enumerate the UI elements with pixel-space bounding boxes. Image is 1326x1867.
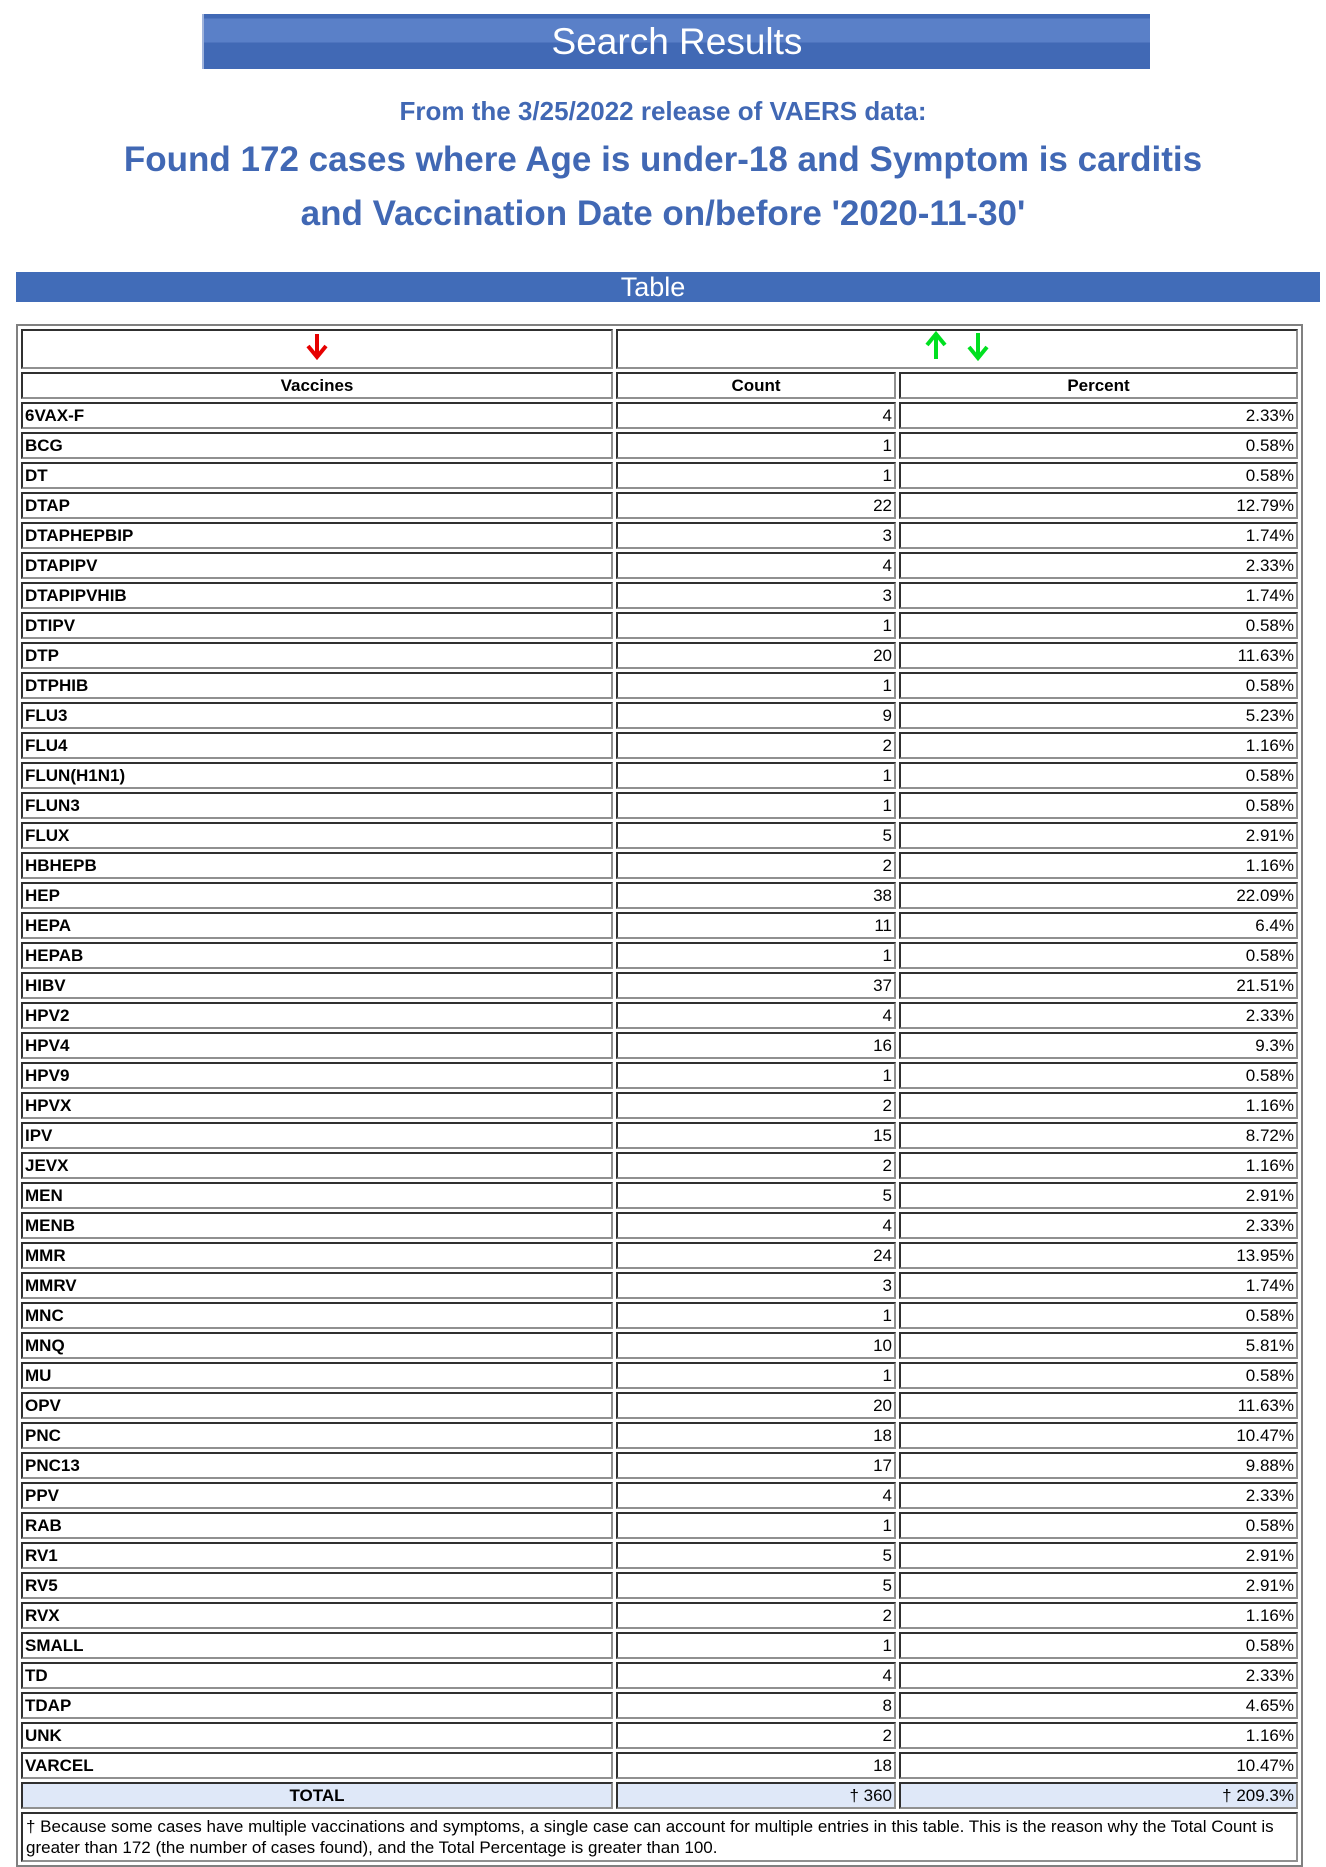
vaccine-name: FLUX xyxy=(21,822,613,849)
case-count: 1 xyxy=(616,942,896,969)
case-percent: 1.16% xyxy=(899,1602,1298,1629)
table-row xyxy=(21,1242,1298,1269)
vaccine-name: RVX xyxy=(21,1602,613,1629)
total-count: † 360 xyxy=(616,1782,896,1809)
vaccine-name: TDAP xyxy=(21,1692,613,1719)
case-percent: 2.33% xyxy=(899,1212,1298,1239)
case-count: 20 xyxy=(616,642,896,669)
vaccine-name: HEPAB xyxy=(21,942,613,969)
case-percent: 2.91% xyxy=(899,1182,1298,1209)
vaccine-name: MENB xyxy=(21,1212,613,1239)
case-percent: 1.16% xyxy=(899,732,1298,759)
vaccine-name: MMR xyxy=(21,1242,613,1269)
column-header-percent: Percent xyxy=(899,372,1298,399)
case-percent: 10.47% xyxy=(899,1752,1298,1779)
case-percent: 4.65% xyxy=(899,1692,1298,1719)
case-count: 5 xyxy=(616,1542,896,1569)
sort-vaccines-cell xyxy=(21,329,613,369)
table-row xyxy=(21,1332,1298,1359)
table-row xyxy=(21,1422,1298,1449)
case-percent: 0.58% xyxy=(899,1302,1298,1329)
table-row xyxy=(21,1152,1298,1179)
case-percent: 0.58% xyxy=(899,1632,1298,1659)
table-row xyxy=(21,1302,1298,1329)
vaccine-name: MMRV xyxy=(21,1272,613,1299)
case-count: 2 xyxy=(616,852,896,879)
vaccine-name: IPV xyxy=(21,1122,613,1149)
table-row xyxy=(21,552,1298,579)
vaccine-name: RAB xyxy=(21,1512,613,1539)
case-count: 11 xyxy=(616,912,896,939)
case-count: 4 xyxy=(616,552,896,579)
vaccine-name: MEN xyxy=(21,1182,613,1209)
sort-count-descending-arrow-down-icon[interactable] xyxy=(967,331,989,367)
table-row xyxy=(21,792,1298,819)
case-percent: 10.47% xyxy=(899,1422,1298,1449)
vaccine-name: DTP xyxy=(21,642,613,669)
table-row xyxy=(21,1692,1298,1719)
case-count: 22 xyxy=(616,492,896,519)
table-row xyxy=(21,702,1298,729)
vaccine-name: FLU4 xyxy=(21,732,613,759)
total-label: TOTAL xyxy=(21,1782,613,1809)
vaccine-name: HEP xyxy=(21,882,613,909)
case-percent: 9.88% xyxy=(899,1452,1298,1479)
case-count: 1 xyxy=(616,672,896,699)
vaccine-name: DT xyxy=(21,462,613,489)
results-table xyxy=(16,324,1303,1867)
case-count: 4 xyxy=(616,1002,896,1029)
table-row xyxy=(21,1662,1298,1689)
table-row xyxy=(21,1212,1298,1239)
footnote-row xyxy=(21,1812,1298,1862)
table-row xyxy=(21,1632,1298,1659)
case-percent: 11.63% xyxy=(899,642,1298,669)
case-percent: 21.51% xyxy=(899,972,1298,999)
table-row xyxy=(21,1542,1298,1569)
case-percent: 0.58% xyxy=(899,1512,1298,1539)
vaccine-name: OPV xyxy=(21,1392,613,1419)
case-count: 4 xyxy=(616,402,896,429)
case-count: 24 xyxy=(616,1242,896,1269)
vaccine-name: FLU3 xyxy=(21,702,613,729)
vaccine-name: HIBV xyxy=(21,972,613,999)
vaccine-name: DTPHIB xyxy=(21,672,613,699)
case-percent: 12.79% xyxy=(899,492,1298,519)
table-row xyxy=(21,972,1298,999)
table-row xyxy=(21,1182,1298,1209)
case-count: 1 xyxy=(616,1302,896,1329)
table-row xyxy=(21,762,1298,789)
case-percent: 1.16% xyxy=(899,852,1298,879)
case-count: 3 xyxy=(616,582,896,609)
case-percent: 13.95% xyxy=(899,1242,1298,1269)
case-percent: 6.4% xyxy=(899,912,1298,939)
vaccine-name: HPV4 xyxy=(21,1032,613,1059)
case-count: 3 xyxy=(616,522,896,549)
case-count: 1 xyxy=(616,432,896,459)
vaccine-name: JEVX xyxy=(21,1152,613,1179)
case-count: 1 xyxy=(616,1062,896,1089)
case-count: 2 xyxy=(616,1152,896,1179)
table-row xyxy=(21,1512,1298,1539)
case-count: 5 xyxy=(616,822,896,849)
case-count: 1 xyxy=(616,1512,896,1539)
vaccine-name: MNC xyxy=(21,1302,613,1329)
table-row xyxy=(21,822,1298,849)
case-count: 17 xyxy=(616,1452,896,1479)
table-row xyxy=(21,432,1298,459)
case-percent: 8.72% xyxy=(899,1122,1298,1149)
case-percent: 0.58% xyxy=(899,1362,1298,1389)
table-row xyxy=(21,1602,1298,1629)
vaccine-name: TD xyxy=(21,1662,613,1689)
case-percent: 5.81% xyxy=(899,1332,1298,1359)
case-percent: 11.63% xyxy=(899,1392,1298,1419)
case-count: 4 xyxy=(616,1662,896,1689)
table-row xyxy=(21,612,1298,639)
footnote-text: † Because some cases have multiple vaccinations and symptoms, a single case can account for multiple entries in this table. This is the reason why the Total Count is greater than 172 (the number of cases found), and the Total Percentage is greater than 100. xyxy=(21,1812,1298,1862)
case-percent: 2.33% xyxy=(899,402,1298,429)
table-row xyxy=(21,1482,1298,1509)
table-row xyxy=(21,1572,1298,1599)
case-percent: 1.74% xyxy=(899,582,1298,609)
vaccine-name: PPV xyxy=(21,1482,613,1509)
release-subtitle: From the 3/25/2022 release of VAERS data: xyxy=(399,96,927,126)
vaccine-name: FLUN(H1N1) xyxy=(21,762,613,789)
case-count: 2 xyxy=(616,1602,896,1629)
case-count: 1 xyxy=(616,1362,896,1389)
table-row xyxy=(21,1032,1298,1059)
vaccine-name: HEPA xyxy=(21,912,613,939)
case-count: 37 xyxy=(616,972,896,999)
case-percent: 1.16% xyxy=(899,1092,1298,1119)
table-row xyxy=(21,1002,1298,1029)
results-heading-line2: and Vaccination Date on/before '2020-11-30' xyxy=(300,194,1026,233)
case-percent: 2.91% xyxy=(899,1542,1298,1569)
table-row xyxy=(21,732,1298,759)
case-count: 1 xyxy=(616,612,896,639)
table-section-label: Table xyxy=(620,271,686,302)
case-percent: 0.58% xyxy=(899,1062,1298,1089)
case-count: 9 xyxy=(616,702,896,729)
case-count: 4 xyxy=(616,1482,896,1509)
vaccine-name: HPV2 xyxy=(21,1002,613,1029)
vaccine-name: PNC xyxy=(21,1422,613,1449)
vaccine-name: BCG xyxy=(21,432,613,459)
vaccine-name: RV1 xyxy=(21,1542,613,1569)
case-count: 4 xyxy=(616,1212,896,1239)
table-row xyxy=(21,1752,1298,1779)
case-percent: 22.09% xyxy=(899,882,1298,909)
case-count: 8 xyxy=(616,1692,896,1719)
vaccine-name: VARCEL xyxy=(21,1752,613,1779)
table-row xyxy=(21,912,1298,939)
vaccine-name: DTAP xyxy=(21,492,613,519)
table-row xyxy=(21,1272,1298,1299)
table-row xyxy=(21,942,1298,969)
case-percent: 2.33% xyxy=(899,1662,1298,1689)
case-percent: 0.58% xyxy=(899,792,1298,819)
sort-count-ascending-arrow-up-icon[interactable] xyxy=(925,331,947,367)
table-section-bar xyxy=(16,272,1320,302)
case-count: 16 xyxy=(616,1032,896,1059)
case-count: 2 xyxy=(616,1092,896,1119)
table-row xyxy=(21,882,1298,909)
table-row xyxy=(21,852,1298,879)
case-count: 18 xyxy=(616,1422,896,1449)
vaccine-name: MNQ xyxy=(21,1332,613,1359)
search-results-header xyxy=(202,14,1150,69)
table-row xyxy=(21,1452,1298,1479)
case-percent: 0.58% xyxy=(899,612,1298,639)
case-percent: 2.33% xyxy=(899,1482,1298,1509)
case-percent: 0.58% xyxy=(899,432,1298,459)
results-table-body xyxy=(21,402,1298,1779)
table-row xyxy=(21,1392,1298,1419)
vaccine-name: UNK xyxy=(21,1722,613,1749)
case-count: 1 xyxy=(616,462,896,489)
case-count: 18 xyxy=(616,1752,896,1779)
case-count: 15 xyxy=(616,1122,896,1149)
table-row xyxy=(21,582,1298,609)
table-row xyxy=(21,1092,1298,1119)
sort-by-vaccine-arrow-down-icon[interactable] xyxy=(306,332,328,366)
case-count: 1 xyxy=(616,1632,896,1659)
table-row xyxy=(21,672,1298,699)
sort-row xyxy=(21,329,1298,369)
vaccine-name: HPVX xyxy=(21,1092,613,1119)
case-percent: 0.58% xyxy=(899,462,1298,489)
case-count: 5 xyxy=(616,1182,896,1209)
vaccine-name: RV5 xyxy=(21,1572,613,1599)
vaccine-name: DTIPV xyxy=(21,612,613,639)
case-count: 38 xyxy=(616,882,896,909)
case-percent: 2.91% xyxy=(899,1572,1298,1599)
table-row xyxy=(21,492,1298,519)
table-row xyxy=(21,1062,1298,1089)
case-percent: 9.3% xyxy=(899,1032,1298,1059)
vaccine-name: HBHEPB xyxy=(21,852,613,879)
column-header-count: Count xyxy=(616,372,896,399)
vaccine-name: SMALL xyxy=(21,1632,613,1659)
vaccine-name: DTAPIPVHIB xyxy=(21,582,613,609)
vaccine-name: HPV9 xyxy=(21,1062,613,1089)
vaccine-name: DTAPHEPBIP xyxy=(21,522,613,549)
table-row xyxy=(21,1362,1298,1389)
table-row xyxy=(21,522,1298,549)
column-header-vaccines: Vaccines xyxy=(21,372,613,399)
vaccine-name: DTAPIPV xyxy=(21,552,613,579)
table-row xyxy=(21,1122,1298,1149)
vaccine-name: FLUN3 xyxy=(21,792,613,819)
table-row xyxy=(21,402,1298,429)
total-row xyxy=(21,1782,1298,1809)
total-percent: † 209.3% xyxy=(899,1782,1298,1809)
case-percent: 0.58% xyxy=(899,942,1298,969)
case-count: 10 xyxy=(616,1332,896,1359)
vaccine-name: 6VAX-F xyxy=(21,402,613,429)
case-percent: 2.33% xyxy=(899,1002,1298,1029)
results-heading-line1: Found 172 cases where Age is under-18 and Symptom is carditis xyxy=(123,140,1203,179)
case-percent: 2.91% xyxy=(899,822,1298,849)
vaccine-name: MU xyxy=(21,1362,613,1389)
case-percent: 1.74% xyxy=(899,522,1298,549)
table-row xyxy=(21,642,1298,669)
column-header-row xyxy=(21,372,1298,399)
case-count: 2 xyxy=(616,732,896,759)
case-count: 1 xyxy=(616,762,896,789)
case-percent: 1.74% xyxy=(899,1272,1298,1299)
case-percent: 5.23% xyxy=(899,702,1298,729)
case-percent: 0.58% xyxy=(899,762,1298,789)
case-count: 3 xyxy=(616,1272,896,1299)
case-percent: 2.33% xyxy=(899,552,1298,579)
header-title: Search Results xyxy=(551,20,803,62)
case-percent: 1.16% xyxy=(899,1152,1298,1179)
case-count: 1 xyxy=(616,792,896,819)
table-row xyxy=(21,462,1298,489)
sort-count-cell xyxy=(616,329,1298,369)
table-row xyxy=(21,1722,1298,1749)
case-count: 20 xyxy=(616,1392,896,1419)
case-count: 2 xyxy=(616,1722,896,1749)
case-percent: 1.16% xyxy=(899,1722,1298,1749)
case-percent: 0.58% xyxy=(899,672,1298,699)
case-count: 5 xyxy=(616,1572,896,1599)
vaccine-name: PNC13 xyxy=(21,1452,613,1479)
